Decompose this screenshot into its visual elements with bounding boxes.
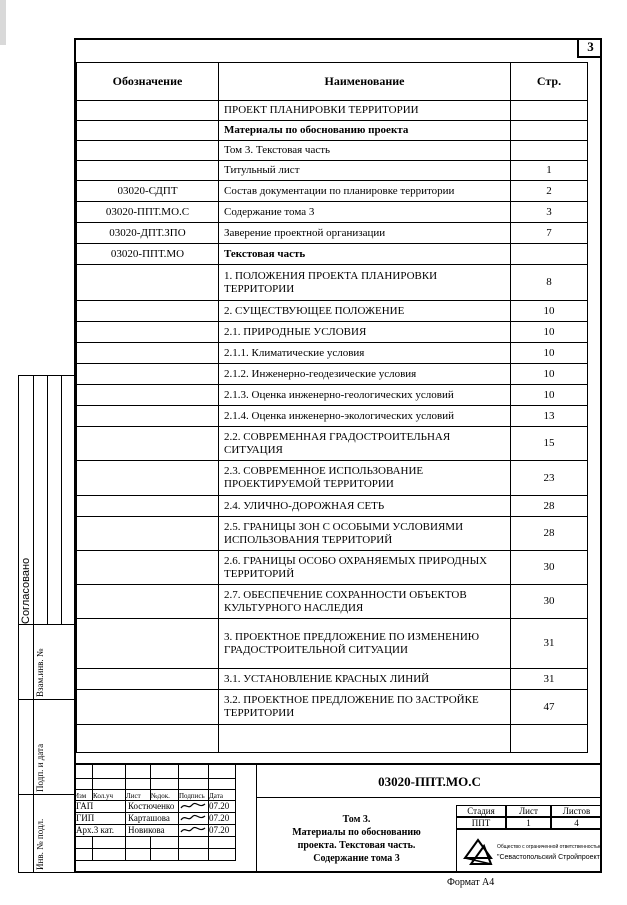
table-row bbox=[77, 619, 588, 669]
stamp-grid-cell bbox=[151, 849, 179, 861]
row-page: 10 bbox=[511, 385, 588, 406]
blank-cell bbox=[77, 725, 219, 753]
row-designation bbox=[77, 517, 219, 551]
stamp-grid-cell bbox=[179, 801, 209, 813]
row-name: 2.2. СОВРЕМЕННАЯ ГРАДОСТРОИТЕЛЬНАЯ СИТУАЦИЯ bbox=[219, 427, 511, 461]
table-row bbox=[77, 343, 588, 364]
stamp-column-header: Лист bbox=[126, 792, 141, 800]
sheet-label-cell bbox=[506, 805, 551, 817]
signature-mark bbox=[179, 801, 207, 811]
signer-date: 07.20 bbox=[209, 801, 230, 811]
stamp-grid-cell bbox=[179, 813, 209, 825]
title-line-2: Материалы по обоснованию bbox=[292, 827, 421, 838]
row-designation bbox=[77, 301, 219, 322]
sheets-label-cell bbox=[551, 805, 602, 817]
row-page: 7 bbox=[511, 223, 588, 244]
vzam-inv-strip bbox=[18, 625, 74, 700]
scan-edge bbox=[0, 0, 6, 45]
row-page: 31 bbox=[511, 619, 588, 669]
row-page: 2 bbox=[511, 181, 588, 202]
sheet-label: Лист bbox=[519, 806, 538, 816]
row-name: 2.1.3. Оценка инженерно-геологических условий bbox=[219, 385, 511, 406]
sheet-value: 1 bbox=[526, 818, 531, 828]
row-name: 1. ПОЛОЖЕНИЯ ПРОЕКТА ПЛАНИРОВКИ ТЕРРИТОРИИ bbox=[219, 265, 511, 301]
row-page: 28 bbox=[511, 496, 588, 517]
stage-value-cell bbox=[456, 817, 506, 829]
row-page: 10 bbox=[511, 301, 588, 322]
row-designation bbox=[77, 619, 219, 669]
stamp-grid-cell bbox=[74, 765, 93, 779]
row-designation bbox=[77, 427, 219, 461]
header-designation: Обозначение bbox=[77, 63, 219, 101]
stamp-grid-cell bbox=[179, 765, 209, 779]
row-designation bbox=[77, 385, 219, 406]
row-name: Текстовая часть bbox=[219, 244, 511, 265]
stamp-grid-cell bbox=[93, 765, 126, 779]
table-row bbox=[77, 244, 588, 265]
table-row bbox=[77, 322, 588, 343]
table-header-row bbox=[77, 63, 588, 101]
stamp-grid-cell bbox=[74, 813, 126, 825]
signature-mark bbox=[179, 813, 207, 823]
sheet-value-cell bbox=[506, 817, 551, 829]
row-name: 2. СУЩЕСТВУЮЩЕЕ ПОЛОЖЕНИЕ bbox=[219, 301, 511, 322]
stamp-grid-cell bbox=[126, 813, 179, 825]
row-designation bbox=[77, 585, 219, 619]
sheets-value-cell bbox=[551, 817, 602, 829]
signer-role: Арх.3 кат. bbox=[76, 825, 115, 835]
row-page: 47 bbox=[511, 690, 588, 725]
stamp-grid-cell bbox=[209, 790, 236, 801]
signer-name: Карташова bbox=[128, 813, 170, 823]
stamp-grid-cell bbox=[93, 849, 126, 861]
blank-cell bbox=[511, 725, 588, 753]
row-name: 3.1. УСТАНОВЛЕНИЕ КРАСНЫХ ЛИНИЙ bbox=[219, 669, 511, 690]
row-name: ПРОЕКТ ПЛАНИРОВКИ ТЕРРИТОРИИ bbox=[219, 101, 511, 121]
stamp-grid-cell bbox=[74, 825, 126, 837]
stamp-column-header: Подпись bbox=[179, 792, 205, 800]
stage-label: Стадия bbox=[467, 806, 495, 816]
stamp-grid-cell bbox=[209, 849, 236, 861]
stamp-grid-cell bbox=[126, 779, 151, 790]
row-page: 30 bbox=[511, 585, 588, 619]
row-page: 3 bbox=[511, 202, 588, 223]
table-row bbox=[77, 364, 588, 385]
soglasovano-label: Согласовано bbox=[20, 557, 32, 624]
row-page bbox=[511, 121, 588, 141]
stamp-grid-cell bbox=[209, 813, 236, 825]
table-row bbox=[77, 496, 588, 517]
row-name: 2.7. ОБЕСПЕЧЕНИЕ СОХРАННОСТИ ОБЪЕКТОВ КУЛЬТУРНОГО НАСЛЕДИЯ bbox=[219, 585, 511, 619]
title-line-4: Содержание тома 3 bbox=[313, 853, 400, 864]
header-page: Стр. bbox=[511, 63, 588, 101]
stamp-grid-cell bbox=[179, 825, 209, 837]
row-designation bbox=[77, 141, 219, 161]
designation-text: 03020-ППТ.МО.С bbox=[378, 774, 481, 789]
stamp-grid-cell bbox=[126, 801, 179, 813]
row-name: 2.6. ГРАНИЦЫ ОСОБО ОХРАНЯЕМЫХ ПРИРОДНЫХ ТЕРРИТОРИЙ bbox=[219, 551, 511, 585]
row-page: 13 bbox=[511, 406, 588, 427]
table-row bbox=[77, 551, 588, 585]
blank-cell bbox=[219, 725, 511, 753]
table-row bbox=[77, 101, 588, 121]
table-row bbox=[77, 301, 588, 322]
company-logo-icon bbox=[463, 838, 493, 866]
stamp-grid-cell bbox=[151, 790, 179, 801]
stamp-grid-cell bbox=[151, 837, 179, 849]
row-page: 8 bbox=[511, 265, 588, 301]
row-name: Содержание тома 3 bbox=[219, 202, 511, 223]
row-page: 10 bbox=[511, 364, 588, 385]
row-name: 3.2. ПРОЕКТНОЕ ПРЕДЛОЖЕНИЕ ПО ЗАСТРОЙКЕ ТЕРРИТОРИИ bbox=[219, 690, 511, 725]
stamp-column-header: Кол.уч bbox=[93, 792, 113, 800]
stamp-column-header: Дата bbox=[209, 792, 223, 800]
signature-mark bbox=[179, 825, 207, 835]
table-row bbox=[77, 265, 588, 301]
org-line-2: "Севастопольский Стройпроект" bbox=[497, 854, 602, 861]
row-name: 2.1.2. Инженерно-геодезические условия bbox=[219, 364, 511, 385]
table-row bbox=[77, 427, 588, 461]
table-row bbox=[77, 690, 588, 725]
row-page: 10 bbox=[511, 322, 588, 343]
row-name: Состав документации по планировке территории bbox=[219, 181, 511, 202]
inv-podl-strip bbox=[18, 795, 74, 873]
organization-cell bbox=[456, 829, 602, 873]
table-row bbox=[77, 202, 588, 223]
signer-name: Новикова bbox=[128, 825, 165, 835]
row-designation bbox=[77, 461, 219, 496]
stamp-title bbox=[256, 798, 456, 873]
row-designation: 03020-ППТ.МО bbox=[77, 244, 219, 265]
table-row bbox=[77, 461, 588, 496]
row-designation bbox=[77, 551, 219, 585]
table-row bbox=[77, 181, 588, 202]
soglasovano-strip bbox=[18, 375, 74, 625]
row-page: 10 bbox=[511, 343, 588, 364]
signer-date: 07.20 bbox=[209, 825, 230, 835]
row-page bbox=[511, 141, 588, 161]
format-label: Формат А4 bbox=[447, 877, 495, 888]
row-name: Титульный лист bbox=[219, 161, 511, 181]
row-name: 2.3. СОВРЕМЕННОЕ ИСПОЛЬЗОВАНИЕ ПРОЕКТИРУЕМОЙ ТЕРРИТОРИИ bbox=[219, 461, 511, 496]
stamp-grid-cell bbox=[179, 790, 209, 801]
stamp-grid-cell bbox=[209, 837, 236, 849]
stamp-grid-cell bbox=[209, 825, 236, 837]
row-designation: 03020-ДПТ.ЗПО bbox=[77, 223, 219, 244]
row-page: 31 bbox=[511, 669, 588, 690]
row-designation: 03020-ППТ.МО.С bbox=[77, 202, 219, 223]
stage-label-cell bbox=[456, 805, 506, 817]
title-line-3: проекта. Текстовая часть. bbox=[297, 840, 416, 851]
row-designation bbox=[77, 690, 219, 725]
stage-value: ППТ bbox=[471, 818, 491, 828]
stamp-grid-cell bbox=[179, 849, 209, 861]
table-row bbox=[77, 585, 588, 619]
row-designation bbox=[77, 161, 219, 181]
stamp-column-header: Изм bbox=[74, 792, 87, 800]
row-name: 2.5. ГРАНИЦЫ ЗОН С ОСОБЫМИ УСЛОВИЯМИ ИСПОЛЬЗОВАНИЯ ТЕРРИТОРИЙ bbox=[219, 517, 511, 551]
row-designation bbox=[77, 121, 219, 141]
title-block bbox=[74, 763, 602, 873]
title-line-1: Том 3. bbox=[342, 814, 371, 825]
stamp-grid-cell bbox=[74, 837, 93, 849]
stamp-grid-cell bbox=[126, 790, 151, 801]
page-number: 3 bbox=[577, 38, 602, 58]
table-row bbox=[77, 385, 588, 406]
stamp-grid-cell bbox=[126, 825, 179, 837]
podp-data-strip bbox=[18, 700, 74, 795]
stamp-grid-cell bbox=[209, 779, 236, 790]
row-name: 2.1.1. Климатические условия bbox=[219, 343, 511, 364]
stamp-grid-cell bbox=[74, 801, 126, 813]
sheets-label: Листов bbox=[562, 806, 591, 816]
row-name: 2.4. УЛИЧНО-ДОРОЖНАЯ СЕТЬ bbox=[219, 496, 511, 517]
vzam-inv-label: Взам.инв. № bbox=[35, 648, 45, 697]
row-page: 15 bbox=[511, 427, 588, 461]
row-name: Заверение проектной организации bbox=[219, 223, 511, 244]
stamp-grid-cell bbox=[93, 779, 126, 790]
row-page: 28 bbox=[511, 517, 588, 551]
row-designation bbox=[77, 496, 219, 517]
row-page: 23 bbox=[511, 461, 588, 496]
table-row bbox=[77, 517, 588, 551]
row-designation: 03020-СДПТ bbox=[77, 181, 219, 202]
stamp-column-header: №док. bbox=[151, 792, 170, 800]
signer-role: ГИП bbox=[76, 813, 95, 823]
row-page bbox=[511, 101, 588, 121]
table-row-blank bbox=[77, 725, 588, 753]
stamp-grid-cell bbox=[93, 837, 126, 849]
table-row bbox=[77, 121, 588, 141]
table-row bbox=[77, 161, 588, 181]
stamp-designation bbox=[256, 765, 602, 798]
stamp-grid-cell bbox=[93, 790, 126, 801]
stamp-grid bbox=[74, 765, 256, 873]
table-row bbox=[77, 406, 588, 427]
header-name: Наименование bbox=[219, 63, 511, 101]
inv-podl-label: Инв. № подл. bbox=[35, 818, 45, 870]
table-row bbox=[77, 669, 588, 690]
row-designation bbox=[77, 343, 219, 364]
row-designation bbox=[77, 364, 219, 385]
stamp-grid-cell bbox=[126, 765, 151, 779]
row-name: 2.1.4. Оценка инженерно-экологических условий bbox=[219, 406, 511, 427]
stamp-grid-cell bbox=[209, 765, 236, 779]
row-name: 3. ПРОЕКТНОЕ ПРЕДЛОЖЕНИЕ ПО ИЗМЕНЕНИЮ ГРАДОСТРОИТЕЛЬНОЙ СИТУАЦИИ bbox=[219, 619, 511, 669]
row-page: 30 bbox=[511, 551, 588, 585]
row-page: 1 bbox=[511, 161, 588, 181]
row-name: Материалы по обоснованию проекта bbox=[219, 121, 511, 141]
row-name: 2.1. ПРИРОДНЫЕ УСЛОВИЯ bbox=[219, 322, 511, 343]
table-row bbox=[77, 141, 588, 161]
row-name: Том 3. Текстовая часть bbox=[219, 141, 511, 161]
stamp-grid-cell bbox=[74, 790, 93, 801]
stamp-grid-cell bbox=[151, 765, 179, 779]
signer-date: 07.20 bbox=[209, 813, 230, 823]
podp-data-label: Подп. и дата bbox=[35, 743, 45, 792]
row-designation bbox=[77, 406, 219, 427]
org-line-1: Общество с ограниченной ответственностью bbox=[497, 844, 602, 850]
signer-name: Костюченко bbox=[128, 801, 175, 811]
contents-table bbox=[76, 62, 588, 753]
table-row bbox=[77, 223, 588, 244]
stamp-grid-cell bbox=[179, 837, 209, 849]
row-designation bbox=[77, 322, 219, 343]
row-designation bbox=[77, 669, 219, 690]
row-designation bbox=[77, 101, 219, 121]
sheets-value: 4 bbox=[574, 818, 579, 828]
stamp-grid-cell bbox=[74, 779, 93, 790]
stamp-grid-cell bbox=[126, 837, 151, 849]
stamp-grid-cell bbox=[74, 849, 93, 861]
stamp-grid-cell bbox=[126, 849, 151, 861]
stamp-grid-cell bbox=[179, 779, 209, 790]
row-designation bbox=[77, 265, 219, 301]
stamp-grid-cell bbox=[209, 801, 236, 813]
signer-role: ГАП bbox=[76, 801, 94, 811]
row-page bbox=[511, 244, 588, 265]
stamp-grid-cell bbox=[151, 779, 179, 790]
